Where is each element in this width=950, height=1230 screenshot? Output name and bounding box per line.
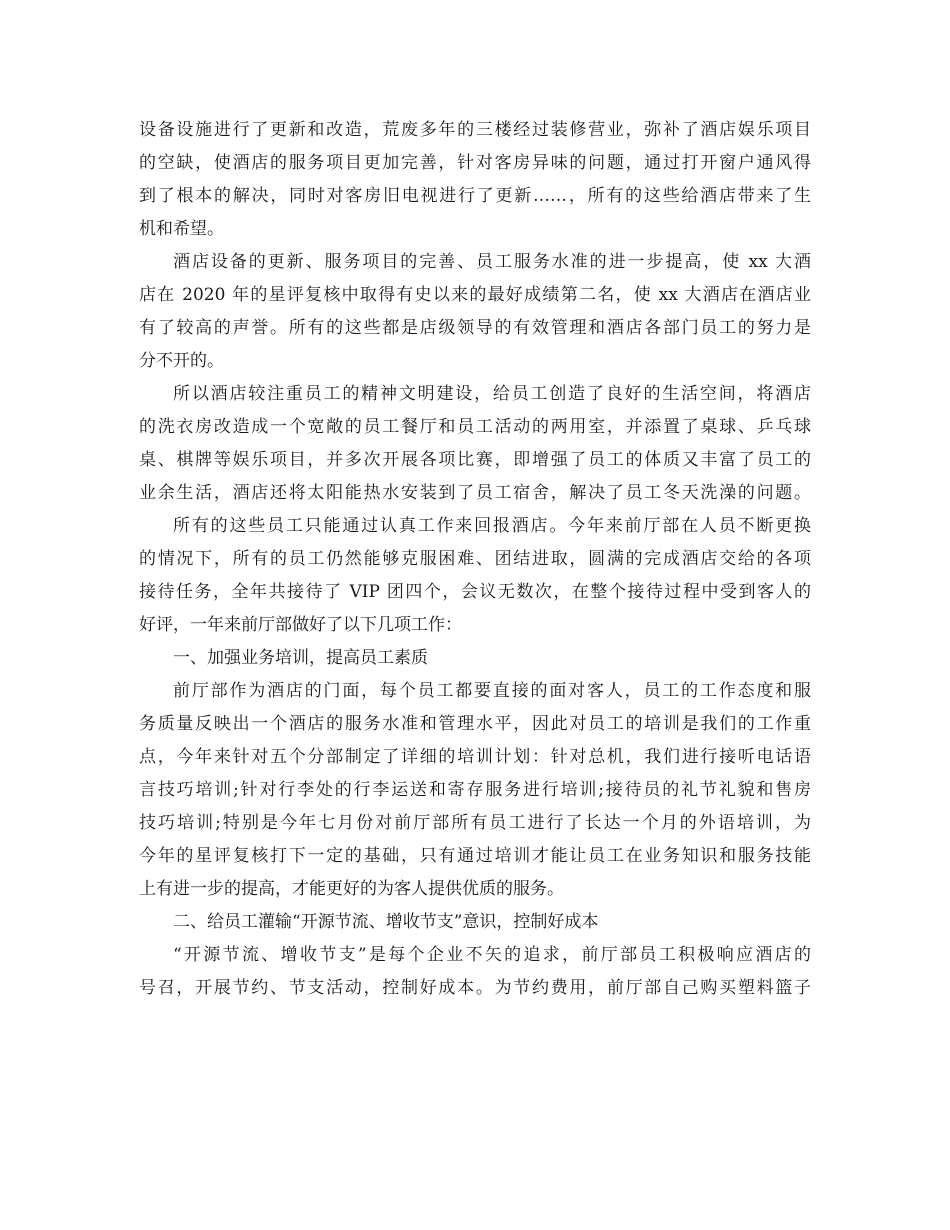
section-heading-1: 一、加强业务培训，提高员工素质 xyxy=(173,648,428,668)
paragraph-first-line: “开源节流、增收节支”是每个企业不矢的追求，前厅部员工积极响应酒店的 xyxy=(173,945,811,965)
text-line: 店在 2020 年的星评复核中取得有史以来的最好成绩第二名，使 xx 大酒店在酒店业 xyxy=(139,285,811,305)
text-line: 分不开的。 xyxy=(139,351,224,371)
text-line: 好评，一年来前厅部做好了以下几项工作： xyxy=(139,615,462,635)
text-line: 的洗衣房改造成一个宽敞的员工餐厅和员工活动的两用室，并添置了桌球、乒乓球 xyxy=(139,417,811,437)
text-line: 到了根本的解决，同时对客房旧电视进行了更新……，所有的这些给酒店带来了生 xyxy=(139,186,811,206)
paragraph-first-line: 酒店设备的更新、服务项目的完善、员工服务水准的进一步提高，使 xx 大酒 xyxy=(173,252,811,272)
text-line: 号召，开展节约、节支活动，控制好成本。为节约费用，前厅部自己购买塑料篮子 xyxy=(139,978,811,998)
text-line: 有了较高的声誉。所有的这些都是店级领导的有效管理和酒店各部门员工的努力是 xyxy=(139,318,811,338)
text-line: 机和希望。 xyxy=(139,219,224,239)
document-body xyxy=(139,114,811,1005)
text-line: 设备设施进行了更新和改造，荒废多年的三楼经过装修营业，弥补了酒店娱乐项目 xyxy=(139,120,811,140)
text-line: 的情况下，所有的员工仍然能够克服困难、团结进取，圆满的完成酒店交给的各项 xyxy=(139,549,811,569)
paragraph-first-line: 所以酒店较注重员工的精神文明建设，给员工创造了良好的生活空间，将酒店 xyxy=(173,384,811,404)
text-line: 言技巧培训;针对行李处的行李运送和寄存服务进行培训;接待员的礼节礼貌和售房 xyxy=(139,780,811,800)
paragraph-first-line: 前厅部作为酒店的门面，每个员工都要直接的面对客人，员工的工作态度和服 xyxy=(173,681,811,701)
text-line: 技巧培训;特别是今年七月份对前厅部所有员工进行了长达一个月的外语培训，为 xyxy=(139,813,811,833)
paragraph-first-line: 所有的这些员工只能通过认真工作来回报酒店。今年来前厅部在人员不断更换 xyxy=(173,516,811,536)
text-line: 务质量反映出一个酒店的服务水准和管理水平，因此对员工的培训是我们的工作重 xyxy=(139,714,811,734)
text-line: 桌、棋牌等娱乐项目，并多次开展各项比赛，即增强了员工的体质又丰富了员工的 xyxy=(139,450,811,470)
text-line: 点，今年来针对五个分部制定了详细的培训计划：针对总机，我们进行接听电话语 xyxy=(139,747,811,767)
section-heading-2: 二、给员工灌输“开源节流、增收节支”意识，控制好成本 xyxy=(173,912,599,932)
text-line: 的空缺，使酒店的服务项目更加完善，针对客房异味的问题，通过打开窗户通风得 xyxy=(139,153,811,173)
text-line: 今年的星评复核打下一定的基础，只有通过培训才能让员工在业务知识和服务技能 xyxy=(139,846,811,866)
text-line: 接待任务，全年共接待了 VIP 团四个，会议无数次，在整个接待过程中受到客人的 xyxy=(139,582,811,602)
text-line: 业余生活，酒店还将太阳能热水安装到了员工宿舍，解决了员工冬天洗澡的问题。 xyxy=(139,483,811,503)
text-line: 上有进一步的提高，才能更好的为客人提供优质的服务。 xyxy=(139,879,564,899)
